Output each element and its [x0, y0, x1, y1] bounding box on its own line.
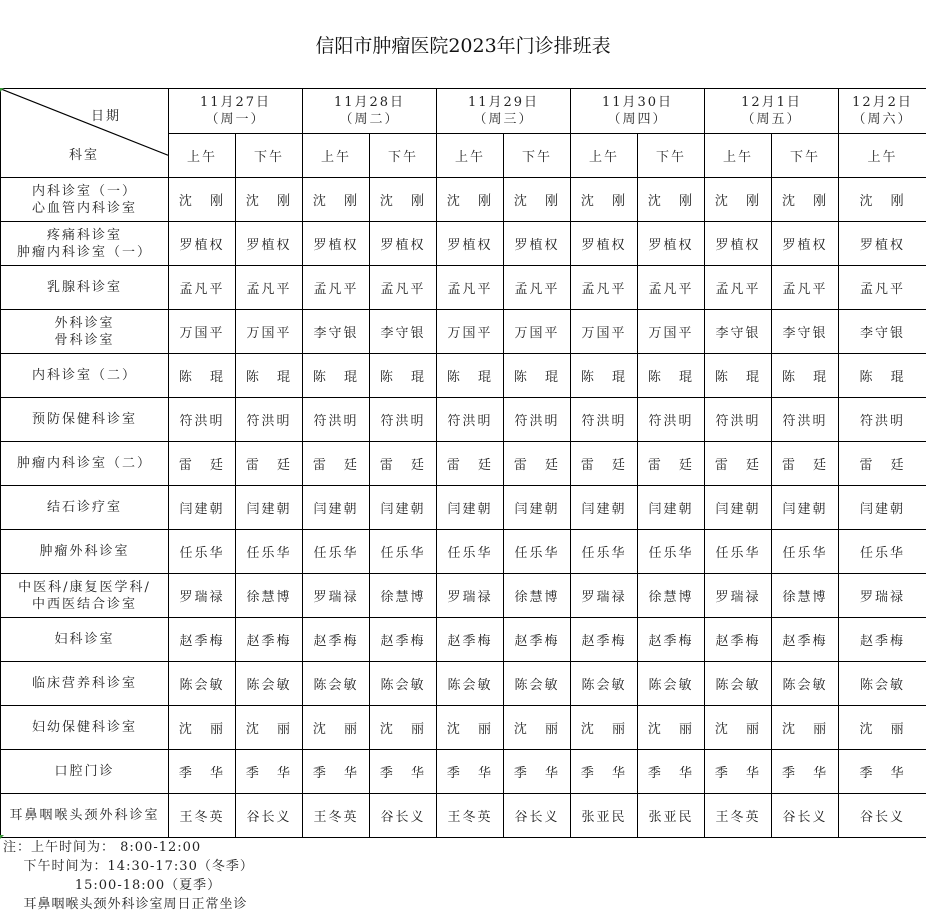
doctor-cell: 孟凡平 [169, 266, 236, 310]
doctor-cell: 罗植权 [370, 222, 437, 266]
doctor-cell: 李守银 [303, 310, 370, 354]
dept-cell [1, 266, 169, 310]
doctor-cell: 雷 廷 [839, 442, 926, 486]
table-row [1, 398, 926, 442]
table-row [1, 794, 926, 838]
doctor-cell: 符洪明 [236, 398, 303, 442]
doctor-cell: 陈会敏 [437, 662, 504, 706]
day-weekday: （周五） [741, 112, 802, 127]
doctor-cell: 雷 廷 [504, 442, 571, 486]
doctor-cell: 张亚民 [571, 794, 638, 838]
doctor-cell: 任乐华 [236, 530, 303, 574]
note-line: 15:00-18:00（夏季） [3, 878, 222, 893]
doctor-cell: 陈 琨 [839, 354, 926, 398]
doctor-cell: 陈会敏 [638, 662, 705, 706]
doctor-cell: 沈 刚 [705, 178, 772, 222]
doctor-cell: 罗瑞禄 [571, 574, 638, 618]
dept-cell [1, 530, 169, 574]
diagonal-divider [1, 89, 168, 177]
doctor-cell: 沈 丽 [169, 706, 236, 750]
doctor-cell: 沈 刚 [638, 178, 705, 222]
doctor-cell: 赵季梅 [303, 618, 370, 662]
doctor-cell: 孟凡平 [236, 266, 303, 310]
day-date: 11月29日 [467, 95, 540, 110]
doctor-cell: 雷 廷 [772, 442, 839, 486]
table-row [1, 178, 926, 222]
doctor-cell: 赵季梅 [370, 618, 437, 662]
doctor-cell: 陈会敏 [839, 662, 926, 706]
doctor-cell: 罗瑞禄 [437, 574, 504, 618]
day-header [303, 89, 437, 134]
doctor-cell: 陈 琨 [638, 354, 705, 398]
doctor-cell: 闫建朝 [303, 486, 370, 530]
notes [3, 838, 254, 914]
doctor-cell: 季 华 [638, 750, 705, 794]
slot-header: 上午 [169, 134, 236, 178]
dept-cell [1, 222, 169, 266]
doctor-cell: 谷长义 [236, 794, 303, 838]
slot-header: 上午 [571, 134, 638, 178]
dept-name-line: 中西医结合诊室 [31, 596, 137, 612]
doctor-cell: 万国平 [638, 310, 705, 354]
slot-header: 上午 [437, 134, 504, 178]
doctor-cell: 孟凡平 [370, 266, 437, 310]
day-header [169, 89, 303, 134]
table-row [1, 354, 926, 398]
doctor-cell: 徐慧博 [370, 574, 437, 618]
doctor-cell: 闫建朝 [705, 486, 772, 530]
table-row [1, 486, 926, 530]
doctor-cell: 罗植权 [839, 222, 926, 266]
dept-name-line: 内科诊室（二） [31, 368, 137, 383]
doctor-cell: 罗植权 [169, 222, 236, 266]
doctor-cell: 陈 琨 [772, 354, 839, 398]
doctor-cell: 赵季梅 [571, 618, 638, 662]
doctor-cell: 沈 刚 [236, 178, 303, 222]
day-date: 11月28日 [333, 95, 406, 110]
doctor-cell: 任乐华 [571, 530, 638, 574]
table-row [1, 662, 926, 706]
slot-header: 下午 [370, 134, 437, 178]
dept-cell [1, 398, 169, 442]
doctor-cell: 谷长义 [772, 794, 839, 838]
note-line: 耳鼻咽喉头颈外科诊室周日正常坐诊 [3, 897, 248, 912]
dept-cell [1, 442, 169, 486]
doctor-cell: 任乐华 [638, 530, 705, 574]
doctor-cell: 沈 丽 [772, 706, 839, 750]
doctor-cell: 任乐华 [437, 530, 504, 574]
dept-cell [1, 486, 169, 530]
doctor-cell: 季 华 [772, 750, 839, 794]
doctor-cell: 王冬英 [303, 794, 370, 838]
header-date-row [1, 89, 926, 134]
doctor-cell: 徐慧博 [504, 574, 571, 618]
doctor-cell: 罗瑞禄 [839, 574, 926, 618]
day-weekday: （周一） [205, 112, 266, 127]
doctor-cell: 季 华 [303, 750, 370, 794]
day-weekday: （周三） [473, 112, 534, 127]
doctor-cell: 李守银 [705, 310, 772, 354]
doctor-cell: 罗植权 [705, 222, 772, 266]
doctor-cell: 赵季梅 [236, 618, 303, 662]
doctor-cell: 闫建朝 [772, 486, 839, 530]
doctor-cell: 沈 丽 [839, 706, 926, 750]
doctor-cell: 罗植权 [303, 222, 370, 266]
doctor-cell: 罗植权 [236, 222, 303, 266]
doctor-cell: 沈 刚 [571, 178, 638, 222]
doctor-cell: 罗植权 [437, 222, 504, 266]
doctor-cell: 任乐华 [772, 530, 839, 574]
dept-name-line: 外科诊室 [54, 315, 115, 331]
doctor-cell: 徐慧博 [236, 574, 303, 618]
table-row [1, 750, 926, 794]
doctor-cell: 沈 丽 [705, 706, 772, 750]
doctor-cell: 孟凡平 [571, 266, 638, 310]
doctor-cell: 雷 廷 [370, 442, 437, 486]
dept-name-line: 耳鼻咽喉头颈外科诊室 [9, 808, 160, 823]
cell-comment-mark [0, 88, 4, 92]
doctor-cell: 任乐华 [839, 530, 926, 574]
doctor-cell: 赵季梅 [839, 618, 926, 662]
doctor-cell: 闫建朝 [504, 486, 571, 530]
doctor-cell: 陈会敏 [303, 662, 370, 706]
table-row [1, 442, 926, 486]
doctor-cell: 陈会敏 [169, 662, 236, 706]
doctor-cell: 孟凡平 [705, 266, 772, 310]
day-header [839, 89, 926, 134]
doctor-cell: 沈 丽 [370, 706, 437, 750]
doctor-cell: 赵季梅 [437, 618, 504, 662]
doctor-cell: 雷 廷 [638, 442, 705, 486]
doctor-cell: 闫建朝 [236, 486, 303, 530]
doctor-cell: 陈会敏 [571, 662, 638, 706]
doctor-cell: 孟凡平 [638, 266, 705, 310]
table-row [1, 574, 926, 618]
doctor-cell: 万国平 [437, 310, 504, 354]
doctor-cell: 季 华 [504, 750, 571, 794]
doctor-cell: 罗植权 [571, 222, 638, 266]
dept-cell [1, 706, 169, 750]
doctor-cell: 沈 刚 [772, 178, 839, 222]
dept-name-line: 心血管内科诊室 [31, 200, 137, 216]
doctor-cell: 任乐华 [303, 530, 370, 574]
doctor-cell: 季 华 [370, 750, 437, 794]
doctor-cell: 闫建朝 [638, 486, 705, 530]
doctor-cell: 罗植权 [772, 222, 839, 266]
doctor-cell: 符洪明 [169, 398, 236, 442]
table-row [1, 266, 926, 310]
day-date: 12月1日 [741, 95, 802, 110]
doctor-cell: 沈 刚 [504, 178, 571, 222]
slot-header: 下午 [638, 134, 705, 178]
doctor-cell: 罗瑞禄 [169, 574, 236, 618]
doctor-cell: 任乐华 [169, 530, 236, 574]
doctor-cell: 沈 刚 [839, 178, 926, 222]
doctor-cell: 万国平 [504, 310, 571, 354]
slot-header: 上午 [705, 134, 772, 178]
doctor-cell: 万国平 [169, 310, 236, 354]
doctor-cell: 季 华 [705, 750, 772, 794]
dept-name-line: 肿瘤外科诊室 [39, 544, 130, 559]
corner-cell [1, 89, 169, 178]
dept-cell [1, 662, 169, 706]
doctor-cell: 沈 丽 [571, 706, 638, 750]
doctor-cell: 万国平 [236, 310, 303, 354]
doctor-cell: 陈会敏 [236, 662, 303, 706]
note-line: 注：上午时间为： 8:00-12:00 [3, 840, 202, 855]
dept-cell [1, 750, 169, 794]
doctor-cell: 罗瑞禄 [303, 574, 370, 618]
doctor-cell: 沈 刚 [437, 178, 504, 222]
doctor-cell: 符洪明 [772, 398, 839, 442]
doctor-cell: 沈 刚 [370, 178, 437, 222]
doctor-cell: 陈 琨 [236, 354, 303, 398]
doctor-cell: 符洪明 [705, 398, 772, 442]
table-row [1, 618, 926, 662]
doctor-cell: 季 华 [571, 750, 638, 794]
doctor-cell: 陈会敏 [504, 662, 571, 706]
doctor-cell: 李守银 [772, 310, 839, 354]
doctor-cell: 沈 丽 [437, 706, 504, 750]
slot-header: 下午 [236, 134, 303, 178]
doctor-cell: 沈 刚 [303, 178, 370, 222]
doctor-cell: 沈 丽 [236, 706, 303, 750]
doctor-cell: 陈会敏 [772, 662, 839, 706]
doctor-cell: 符洪明 [839, 398, 926, 442]
note-line: 下午时间为：14:30-17:30（冬季） [3, 859, 254, 874]
dept-cell [1, 794, 169, 838]
dept-name-line: 临床营养科诊室 [31, 676, 137, 691]
doctor-cell: 雷 廷 [437, 442, 504, 486]
doctor-cell: 雷 廷 [236, 442, 303, 486]
day-weekday: （周六） [852, 112, 913, 127]
dept-name-line: 内科诊室（一） [31, 183, 137, 199]
doctor-cell: 沈 丽 [638, 706, 705, 750]
dept-cell [1, 178, 169, 222]
doctor-cell: 沈 刚 [169, 178, 236, 222]
doctor-cell: 王冬英 [169, 794, 236, 838]
doctor-cell: 任乐华 [705, 530, 772, 574]
table-row [1, 530, 926, 574]
day-date: 11月27日 [199, 95, 272, 110]
doctor-cell: 陈会敏 [370, 662, 437, 706]
doctor-cell: 徐慧博 [772, 574, 839, 618]
doctor-cell: 万国平 [571, 310, 638, 354]
doctor-cell: 任乐华 [504, 530, 571, 574]
doctor-cell: 谷长义 [370, 794, 437, 838]
doctor-cell: 赵季梅 [705, 618, 772, 662]
dept-name-line: 骨科诊室 [54, 332, 115, 348]
doctor-cell: 罗瑞禄 [705, 574, 772, 618]
slot-header: 下午 [504, 134, 571, 178]
schedule-table [0, 88, 926, 838]
doctor-cell: 季 华 [169, 750, 236, 794]
dept-name-line: 预防保健科诊室 [31, 412, 137, 427]
dept-cell [1, 574, 169, 618]
dept-cell [1, 618, 169, 662]
doctor-cell: 符洪明 [437, 398, 504, 442]
doctor-cell: 雷 廷 [571, 442, 638, 486]
doctor-cell: 任乐华 [370, 530, 437, 574]
dept-name-line: 结石诊疗室 [46, 500, 122, 515]
doctor-cell: 张亚民 [638, 794, 705, 838]
doctor-cell: 季 华 [437, 750, 504, 794]
doctor-cell: 谷长义 [839, 794, 926, 838]
doctor-cell: 罗植权 [638, 222, 705, 266]
doctor-cell: 孟凡平 [772, 266, 839, 310]
doctor-cell: 闫建朝 [370, 486, 437, 530]
doctor-cell: 陈 琨 [437, 354, 504, 398]
doctor-cell: 符洪明 [638, 398, 705, 442]
dept-name-line: 疼痛科诊室 [46, 227, 122, 243]
day-weekday: （周二） [339, 112, 400, 127]
doctor-cell: 闫建朝 [169, 486, 236, 530]
doctor-cell: 陈 琨 [370, 354, 437, 398]
doctor-cell: 闫建朝 [839, 486, 926, 530]
doctor-cell: 孟凡平 [437, 266, 504, 310]
dept-name-line: 妇科诊室 [54, 632, 115, 647]
doctor-cell: 符洪明 [303, 398, 370, 442]
doctor-cell: 孟凡平 [303, 266, 370, 310]
doctor-cell: 雷 廷 [169, 442, 236, 486]
dept-name-line: 口腔门诊 [54, 764, 115, 779]
doctor-cell: 孟凡平 [839, 266, 926, 310]
doctor-cell: 李守银 [370, 310, 437, 354]
day-date: 11月30日 [601, 95, 674, 110]
doctor-cell: 陈 琨 [504, 354, 571, 398]
doctor-cell: 季 华 [839, 750, 926, 794]
doctor-cell: 陈 琨 [169, 354, 236, 398]
dept-name-line: 肿瘤内科诊室（二） [16, 456, 152, 471]
table-row [1, 222, 926, 266]
doctor-cell: 谷长义 [504, 794, 571, 838]
dept-name-line: 乳腺科诊室 [46, 280, 122, 295]
doctor-cell: 符洪明 [370, 398, 437, 442]
doctor-cell: 闫建朝 [437, 486, 504, 530]
doctor-cell: 闫建朝 [571, 486, 638, 530]
doctor-cell: 雷 廷 [303, 442, 370, 486]
doctor-cell: 沈 丽 [303, 706, 370, 750]
dept-name-line: 肿瘤内科诊室（一） [16, 244, 152, 260]
dept-name-line: 中医科/康复医学科/ [18, 579, 151, 595]
dept-name-line: 妇幼保健科诊室 [31, 720, 137, 735]
table-row [1, 310, 926, 354]
doctor-cell: 赵季梅 [638, 618, 705, 662]
day-date: 12月2日 [852, 95, 913, 110]
day-weekday: （周四） [607, 112, 668, 127]
slot-header: 上午 [839, 134, 926, 178]
doctor-cell: 孟凡平 [504, 266, 571, 310]
doctor-cell: 季 华 [236, 750, 303, 794]
doctor-cell: 徐慧博 [638, 574, 705, 618]
slot-header: 上午 [303, 134, 370, 178]
corner-date-label: 日期 [91, 109, 122, 124]
doctor-cell: 符洪明 [571, 398, 638, 442]
doctor-cell: 赵季梅 [772, 618, 839, 662]
day-header [437, 89, 571, 134]
doctor-cell: 陈 琨 [303, 354, 370, 398]
doctor-cell: 陈 琨 [705, 354, 772, 398]
doctor-cell: 李守银 [839, 310, 926, 354]
corner-dept-label: 科室 [69, 148, 100, 163]
table-row [1, 706, 926, 750]
page-title: 信阳市肿瘤医院2023年门诊排班表 [315, 35, 611, 57]
doctor-cell: 陈 琨 [571, 354, 638, 398]
dept-cell [1, 310, 169, 354]
doctor-cell: 陈会敏 [705, 662, 772, 706]
doctor-cell: 赵季梅 [169, 618, 236, 662]
doctor-cell: 王冬英 [437, 794, 504, 838]
slot-header: 下午 [772, 134, 839, 178]
day-header [571, 89, 705, 134]
doctor-cell: 符洪明 [504, 398, 571, 442]
doctor-cell: 罗植权 [504, 222, 571, 266]
doctor-cell: 王冬英 [705, 794, 772, 838]
cell-comment-mark [0, 835, 4, 839]
day-header [705, 89, 839, 134]
doctor-cell: 雷 廷 [705, 442, 772, 486]
doctor-cell: 沈 丽 [504, 706, 571, 750]
doctor-cell: 赵季梅 [504, 618, 571, 662]
dept-cell [1, 354, 169, 398]
